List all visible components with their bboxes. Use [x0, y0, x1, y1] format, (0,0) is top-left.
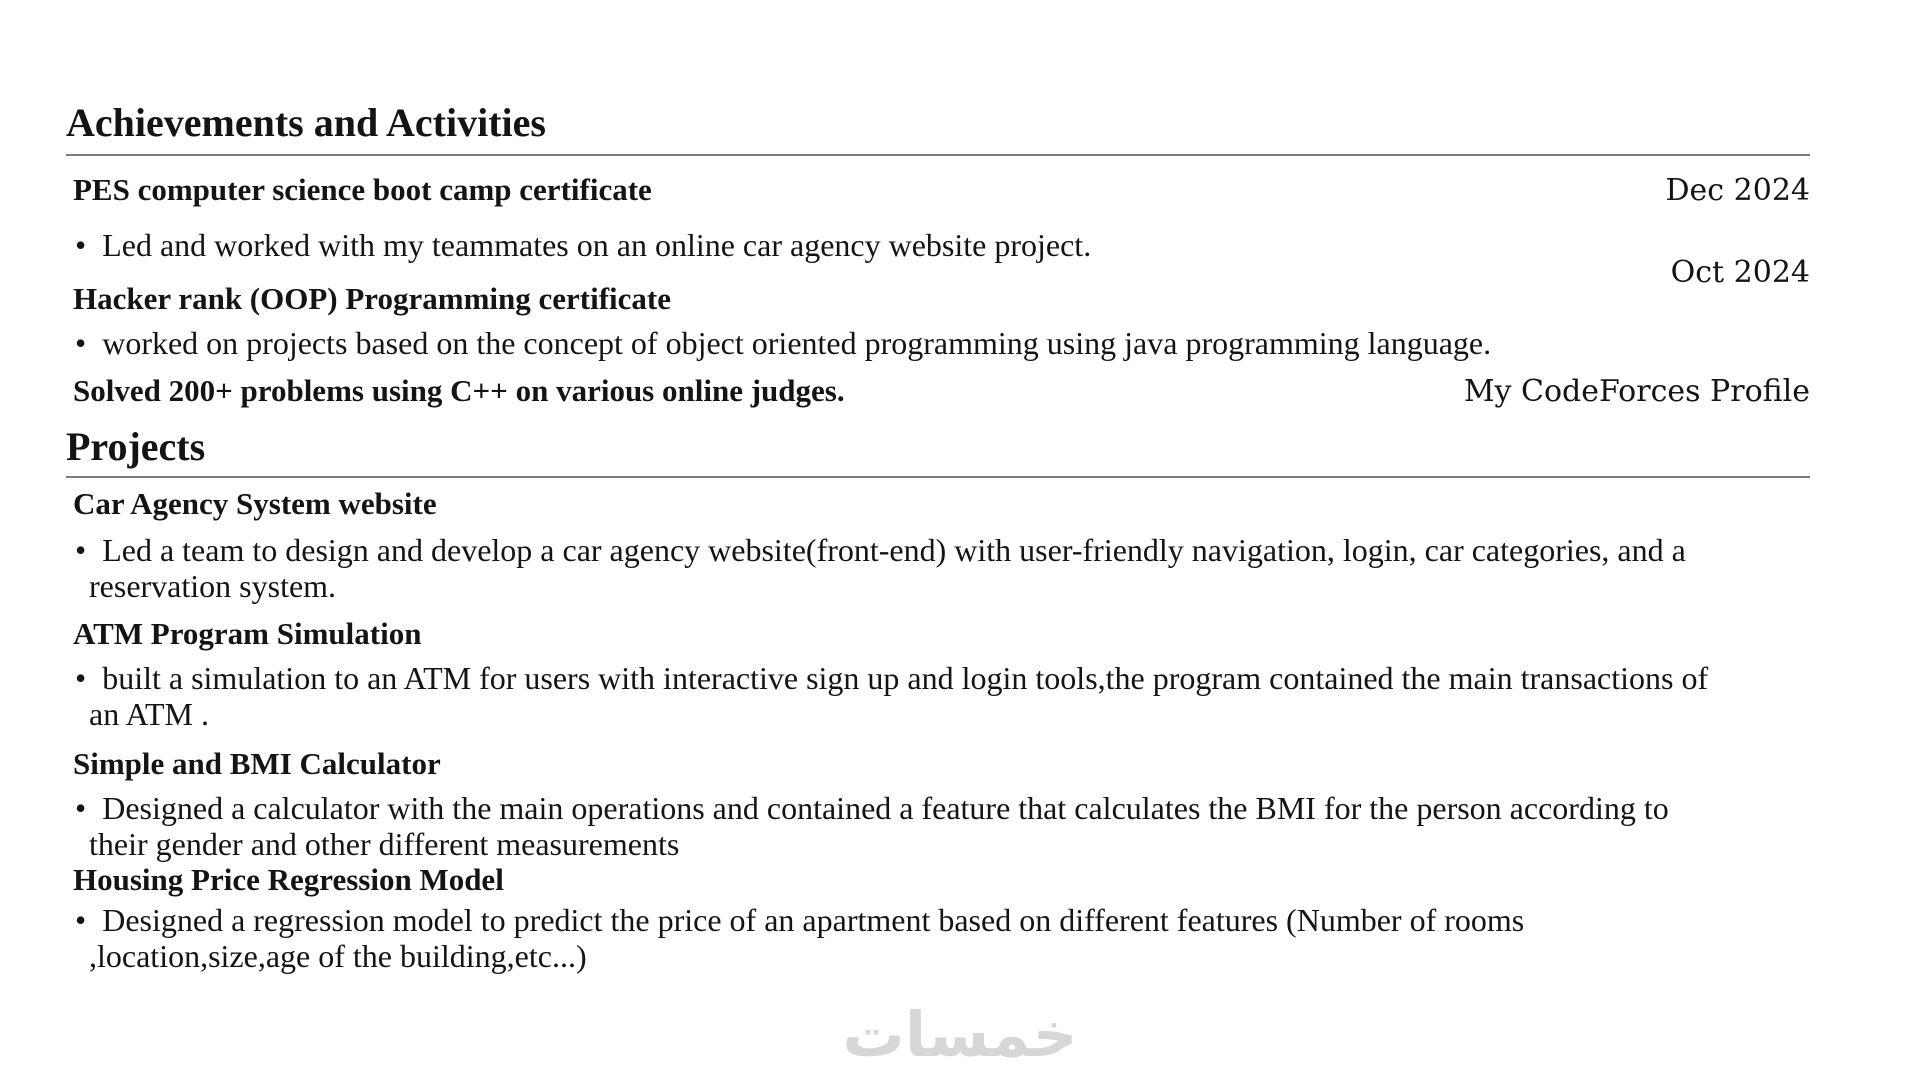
- bullet-item: • Led and worked with my teammates on an online car agency website project.: [75, 227, 1730, 263]
- section-title-achievements: Achievements and Activities: [66, 100, 546, 145]
- entry-date: Oct 2024: [1670, 255, 1810, 290]
- section-achievements: [66, 100, 1810, 410]
- section-divider: [66, 476, 1810, 478]
- bullet-item: • Designed a regression model to predict the price of an apartment based on different features (Number of rooms ,location,size,age of the building,etc...): [75, 902, 1730, 974]
- codeforces-profile-link[interactable]: My CodeForces Profile: [1463, 374, 1810, 409]
- entry-pes-bootcamp: [66, 172, 1810, 209]
- project-bullets: [66, 660, 1810, 732]
- project-title: Housing Price Regression Model: [73, 862, 504, 897]
- section-projects: [66, 424, 1810, 974]
- project-car-agency: [66, 486, 1810, 522]
- entry-title: Solved 200+ problems using C++ on various online judges.: [73, 373, 845, 408]
- entry-title: PES computer science boot camp certificate: [73, 172, 652, 207]
- entry-hackerrank: [66, 255, 1810, 317]
- bullet-item: • built a simulation to an ATM for users with interactive sign up and login tools,the program contained the main transactions of an ATM .: [75, 660, 1730, 732]
- entry-bullets: [66, 325, 1810, 361]
- entry-solved-problems: [66, 373, 1810, 410]
- bullet-item: • worked on projects based on the concept of object oriented programming using java programming language.: [75, 325, 1730, 361]
- project-bullets: [66, 902, 1810, 974]
- project-bmi-calculator: [66, 746, 1810, 782]
- section-divider: [66, 154, 1810, 156]
- section-title-projects: Projects: [66, 424, 206, 469]
- entry-title: Hacker rank (OOP) Programming certificate: [73, 281, 672, 316]
- khamsat-watermark: خمسات: [842, 998, 1078, 1071]
- bullet-item: • Led a team to design and develop a car agency website(front-end) with user-friendly navigation, login, car categories, and a reservation system.: [75, 532, 1730, 604]
- entry-bullets: [66, 227, 1810, 263]
- project-title: Simple and BMI Calculator: [73, 746, 441, 781]
- project-bullets: [66, 790, 1810, 862]
- project-title: ATM Program Simulation: [73, 616, 422, 651]
- entry-date: Dec 2024: [1665, 173, 1810, 208]
- project-housing-regression: [66, 862, 1810, 898]
- project-title: Car Agency System website: [73, 486, 437, 521]
- project-atm: [66, 616, 1810, 652]
- bullet-item: • Designed a calculator with the main operations and contained a feature that calculates the BMI for the person according to their gender and other different measurements: [75, 790, 1730, 862]
- project-bullets: [66, 532, 1810, 604]
